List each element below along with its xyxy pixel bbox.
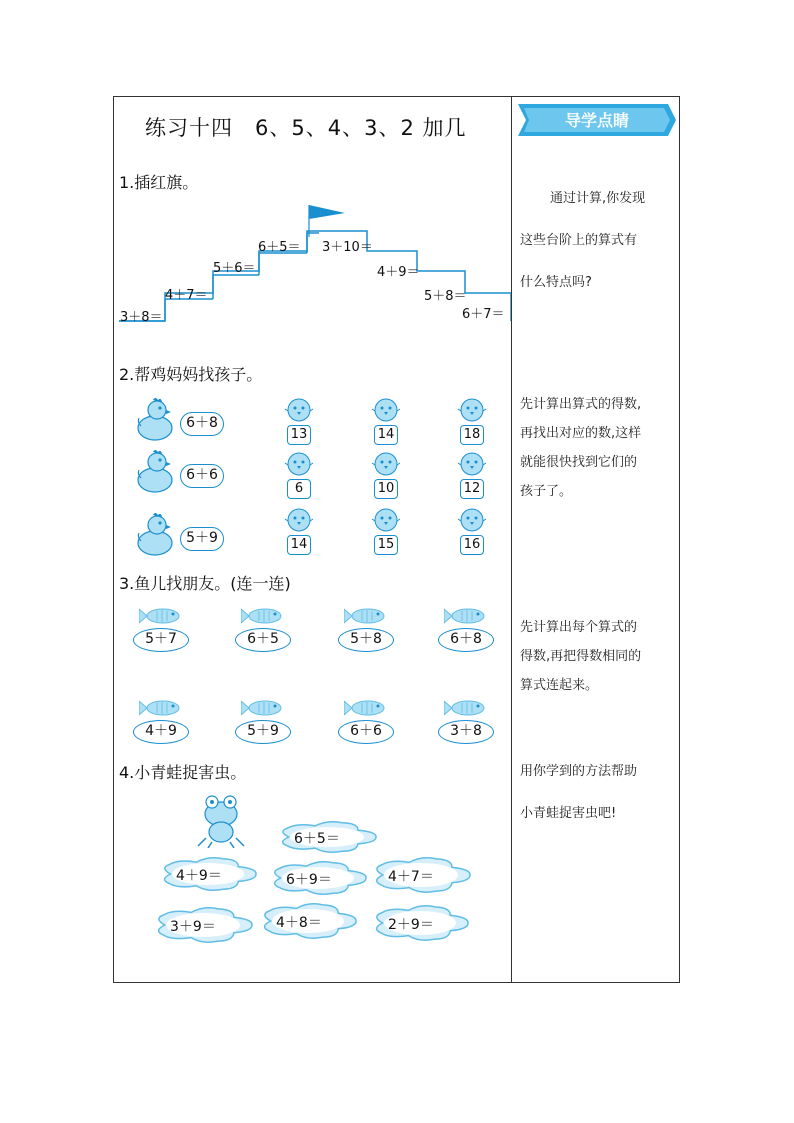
hen-icon <box>135 511 175 561</box>
fish-equation[interactable]: 6＋5 <box>235 628 291 652</box>
fish-icon <box>344 606 388 630</box>
chick-icon <box>284 507 314 537</box>
chick-icon <box>284 397 314 427</box>
step-equation: 3＋10＝ <box>322 240 373 255</box>
tip-1 <box>520 184 672 297</box>
section-4-heading: 4.小青蛙捉害虫。 <box>119 763 247 782</box>
frog-icon <box>196 790 246 848</box>
tip-2-line: 再找出对应的数,这样 <box>520 426 642 441</box>
hen-equation: 5＋9 <box>180 527 224 551</box>
tip-1-line: 什么特点吗? <box>520 275 592 290</box>
tip-4-line: 小青蛙捉害虫吧! <box>520 806 617 821</box>
sidebar-banner-text: 导学点睛 <box>564 111 629 130</box>
tip-1-line: 这些台阶上的算式有 <box>520 233 638 248</box>
fish-icon <box>139 698 183 722</box>
tip-2-line: 先计算出算式的得数, <box>520 397 642 412</box>
step-equation: 6＋7＝ <box>462 307 505 322</box>
hen-icon <box>135 396 175 446</box>
fish-icon <box>241 698 285 722</box>
fish-icon <box>444 698 488 722</box>
chick-number: 18 <box>460 425 484 445</box>
chick-icon <box>284 451 314 481</box>
chick-icon <box>457 397 487 427</box>
chick-number: 16 <box>460 535 484 555</box>
chick-icon <box>457 507 487 537</box>
step-equation: 3＋8＝ <box>120 310 163 325</box>
leaf-equation: 2＋9＝ <box>388 917 434 933</box>
tip-2-line: 就能很快找到它们的 <box>520 455 638 470</box>
chick-number: 12 <box>460 479 484 499</box>
tip-3-line: 得数,再把得数相同的 <box>520 649 642 664</box>
step-equation: 5＋8＝ <box>424 289 467 304</box>
chick-number: 15 <box>374 535 398 555</box>
fish-icon <box>444 606 488 630</box>
tip-1-line: 通过计算,你发现 <box>550 191 646 206</box>
step-equation: 4＋7＝ <box>165 288 208 303</box>
leaf-equation: 3＋9＝ <box>170 919 216 935</box>
tip-4 <box>520 757 672 828</box>
chick-number: 14 <box>374 425 398 445</box>
column-divider <box>511 96 512 983</box>
leaf-equation: 6＋5＝ <box>294 831 340 847</box>
fish-icon <box>139 606 183 630</box>
fish-equation[interactable]: 6＋6 <box>338 720 394 744</box>
chick-number: 13 <box>287 425 311 445</box>
hen-equation: 6＋8 <box>180 412 224 436</box>
step-equation: 6＋5＝ <box>258 240 301 255</box>
step-equation: 4＋9＝ <box>377 265 420 280</box>
staircase <box>113 195 511 325</box>
leaf-equation: 4＋8＝ <box>276 915 322 931</box>
step-equation: 5＋6＝ <box>213 261 256 276</box>
chick-icon <box>371 397 401 427</box>
page-title: 练习十四 6、5、4、3、2 加几 <box>145 116 467 140</box>
tip-2 <box>520 390 672 506</box>
tip-3-line: 算式连起来。 <box>520 678 599 693</box>
tip-2-line: 孩子了。 <box>520 484 573 499</box>
tip-3 <box>520 613 672 700</box>
fish-icon <box>241 606 285 630</box>
section-3-heading: 3.鱼儿找朋友。(连一连) <box>119 574 291 593</box>
chick-number: 10 <box>374 479 398 499</box>
fish-equation[interactable]: 5＋9 <box>235 720 291 744</box>
chick-number: 6 <box>287 479 311 499</box>
section-1-heading: 1.插红旗。 <box>119 173 199 192</box>
hen-equation: 6＋6 <box>180 464 224 488</box>
section-2-heading: 2.帮鸡妈妈找孩子。 <box>119 365 263 384</box>
leaf-equation: 4＋9＝ <box>176 868 222 884</box>
fish-equation[interactable]: 5＋7 <box>133 628 189 652</box>
chick-icon <box>371 507 401 537</box>
chick-icon <box>371 451 401 481</box>
tip-4-line: 用你学到的方法帮助 <box>520 764 638 779</box>
tip-3-line: 先计算出每个算式的 <box>520 620 638 635</box>
fish-equation[interactable]: 3＋8 <box>438 720 494 744</box>
leaf-equation: 4＋7＝ <box>388 869 434 885</box>
fish-equation[interactable]: 5＋8 <box>338 628 394 652</box>
chick-number: 14 <box>287 535 311 555</box>
fish-equation[interactable]: 6＋8 <box>438 628 494 652</box>
hen-icon <box>135 448 175 498</box>
leaf-equation: 6＋9＝ <box>286 872 332 888</box>
fish-equation[interactable]: 4＋9 <box>133 720 189 744</box>
chick-icon <box>457 451 487 481</box>
fish-icon <box>344 698 388 722</box>
